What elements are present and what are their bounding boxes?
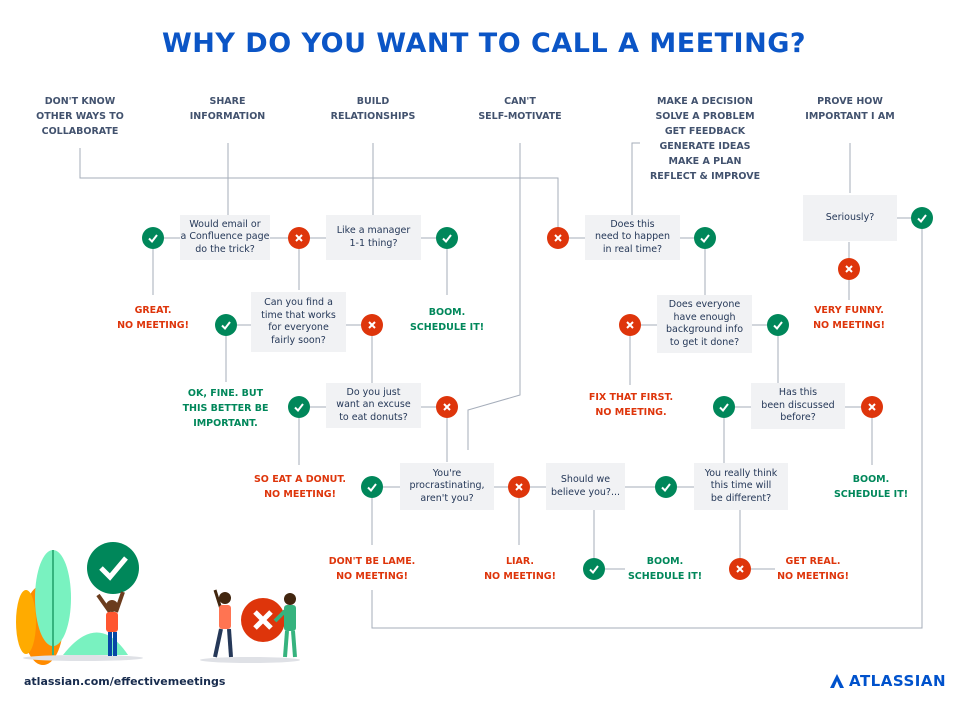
reason-prove-importance: PROVE HOW IMPORTANT I AM bbox=[805, 96, 895, 122]
x-icon bbox=[361, 314, 383, 336]
page-title: WHY DO YOU WANT TO CALL A MEETING? bbox=[161, 28, 807, 59]
illustration-person-with-check bbox=[8, 530, 158, 665]
question-procrastinating: You're procrastinating, aren't you? bbox=[400, 463, 494, 510]
outcome-ok-fine: OK, FINE. BUT THIS BETTER BE IMPORTANT. bbox=[182, 388, 269, 429]
outcome-dont-be-lame: DON'T BE LAME. NO MEETING! bbox=[328, 556, 416, 582]
check-icon bbox=[215, 314, 237, 336]
question-background: Does everyone have enough background info to get it done? bbox=[657, 295, 752, 353]
footer-url[interactable]: atlassian.com/effectivemeetings bbox=[24, 675, 226, 688]
x-icon bbox=[729, 558, 751, 580]
outcome-very-funny: VERY FUNNY. NO MEETING! bbox=[813, 305, 885, 331]
check-icon bbox=[361, 476, 383, 498]
question-manager: Like a manager 1-1 thing? bbox=[326, 215, 421, 260]
reason-cant-self-motivate: CAN'T SELF-MOTIVATE bbox=[478, 96, 562, 122]
check-icon bbox=[713, 396, 735, 418]
x-icon bbox=[508, 476, 530, 498]
check-icon bbox=[911, 207, 933, 229]
brand-name: ATLASSIAN bbox=[849, 672, 947, 690]
question-donuts: Do you just want an excuse to eat donuts? bbox=[326, 383, 421, 428]
x-icon bbox=[619, 314, 641, 336]
outcome-fix-that-first: FIX THAT FIRST. NO MEETING. bbox=[588, 392, 674, 418]
x-icon bbox=[436, 396, 458, 418]
question-fairly: Can you find a time that works for everyone fairly soon? bbox=[251, 292, 346, 352]
outcome-boom-schedule-3: BOOM. SCHEDULE IT! bbox=[627, 556, 703, 582]
x-icon bbox=[838, 258, 860, 280]
reason-make-a-decision: MAKE A DECISION SOLVE A PROBLEM GET FEEDBACK GENERATE IDEAS MAKE A PLAN REFLECT & IMPROVE bbox=[649, 96, 761, 182]
check-icon bbox=[583, 558, 605, 580]
x-icon bbox=[288, 227, 310, 249]
outcome-boom-schedule-1: BOOM. SCHEDULE IT! bbox=[409, 307, 485, 333]
illustration-people-with-x bbox=[195, 585, 310, 665]
outcome-eat-a-donut: SO EAT A DONUT. NO MEETING! bbox=[253, 474, 347, 500]
question-different: You really think this time will be different? bbox=[694, 463, 788, 510]
reason-build-relationships: BUILD RELATIONSHIPS bbox=[330, 96, 416, 122]
reason-share-information: SHARE INFORMATION bbox=[189, 96, 266, 122]
check-icon bbox=[655, 476, 677, 498]
outcome-get-real: GET REAL. NO MEETING! bbox=[777, 556, 849, 582]
x-icon bbox=[861, 396, 883, 418]
question-realtime: Does this need to happen in real time? bbox=[585, 215, 680, 260]
reason-dont-know: DON'T KNOW OTHER WAYS TO COLLABORATE bbox=[36, 96, 124, 137]
x-icon bbox=[547, 227, 569, 249]
outcome-liar: LIAR. NO MEETING! bbox=[484, 556, 556, 582]
question-email: Would email or a Confluence page do the trick? bbox=[180, 215, 270, 260]
check-icon bbox=[436, 227, 458, 249]
question-seriously: Seriously? bbox=[803, 195, 897, 241]
outcome-great-no-meeting: GREAT. NO MEETING! bbox=[117, 305, 189, 331]
check-icon bbox=[142, 227, 164, 249]
check-icon bbox=[288, 396, 310, 418]
question-discussed: Has this been discussed before? bbox=[751, 383, 845, 429]
atlassian-logo-icon bbox=[829, 673, 845, 689]
check-icon bbox=[767, 314, 789, 336]
outcome-boom-schedule-2: BOOM. SCHEDULE IT! bbox=[833, 474, 909, 500]
check-icon bbox=[694, 227, 716, 249]
atlassian-logo bbox=[829, 672, 946, 690]
question-believe: Should we believe you?... bbox=[546, 463, 625, 510]
